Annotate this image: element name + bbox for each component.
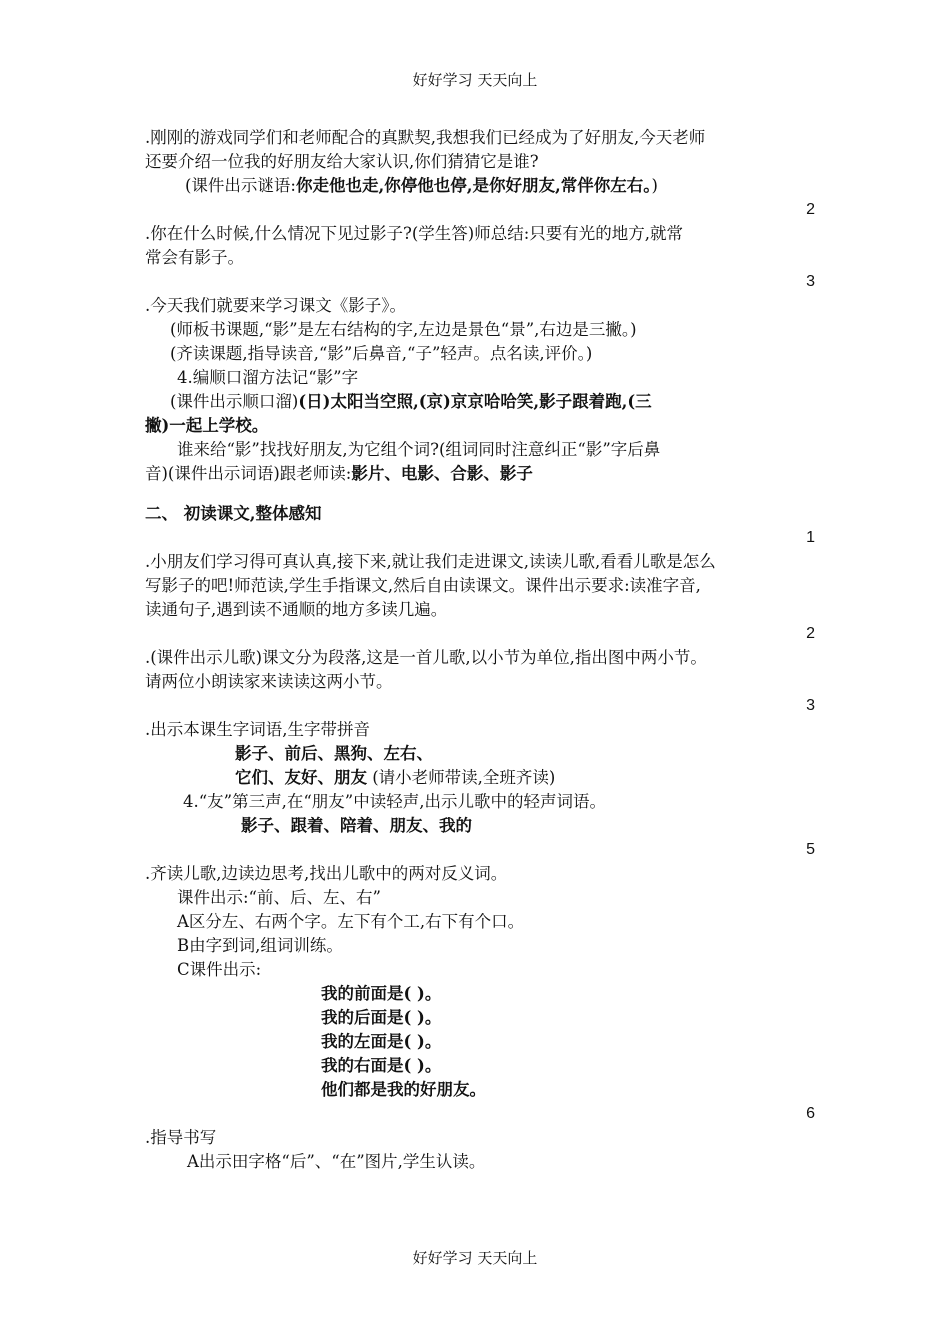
riddle-text: 你走他也走,你停他也停,是你好朋友,常伴你左右。: [296, 176, 652, 195]
list-number: 6: [806, 1105, 815, 1122]
page-header: 好好学习 天天向上: [412, 71, 538, 89]
rhyme-text: (日)太阳当空照,(京)京京哈哈笑,影子跟着跑,(三: [298, 392, 652, 411]
document-body: [145, 126, 815, 1174]
exercise-line: 我的左面是( )。: [321, 1032, 442, 1051]
list-number: 3: [806, 273, 815, 290]
paragraph: .指导书写: [145, 1128, 217, 1147]
paragraph: 请两位小朗读家来读读这两小节。: [145, 672, 393, 691]
exercise-line: 他们都是我的好朋友。: [321, 1080, 486, 1099]
list-number: 1: [806, 529, 815, 546]
paragraph: 课件出示:“前、后、左、右”: [177, 888, 381, 907]
paragraph: (齐读课题,指导读音,“影”后鼻音,“子”轻声。点名读,评价。): [170, 344, 593, 363]
paragraph: 写影子的吧!师范读,学生手指课文,然后自由读课文。课件出示要求:读准字音,: [145, 576, 701, 595]
paragraph: 常会有影子。: [145, 248, 244, 267]
paragraph: .今天我们就要来学习课文《影子》。: [145, 296, 406, 315]
vocab-note: (请小老师带读,全班齐读): [367, 768, 556, 787]
paragraph: 读通句子,遇到读不通顺的地方多读几遍。: [145, 600, 448, 619]
paragraph: .刚刚的游戏同学们和老师配合的真默契,我想我们已经成为了好朋友,今天老师: [145, 128, 706, 147]
list-number: 2: [806, 201, 815, 218]
paragraph: .你在什么时候,什么情况下见过影子?(学生答)师总结:只要有光的地方,就常: [145, 224, 684, 243]
paragraph: (师板书课题,“影”是左右结构的字,左边是景色“景”,右边是三撇。): [170, 320, 637, 339]
paragraph: 谁来给“影”找找好朋友,为它组个词?(组词同时注意纠正“影”字后鼻: [177, 440, 661, 459]
vocab-line: 影子、前后、黑狗、左右、: [235, 744, 433, 763]
section-heading: 二、 初读课文,整体感知: [145, 504, 322, 523]
paragraph: 4.“友”第三声,在“朋友”中读轻声,出示儿歌中的轻声词语。: [183, 792, 606, 811]
rhyme-prefix: (课件出示顺口溜): [170, 392, 299, 411]
riddle-prefix: (课件出示谜语:: [185, 176, 296, 195]
exercise-line: 我的后面是( )。: [321, 1008, 442, 1027]
list-number: 2: [806, 625, 815, 642]
riddle-suffix: ): [651, 176, 658, 195]
paragraph: 还要介绍一位我的好朋友给大家认识,你们猜猜它是谁?: [145, 152, 539, 171]
paragraph: .齐读儿歌,边读边思考,找出儿歌中的两对反义词。: [145, 864, 508, 883]
rhyme-line: [145, 390, 815, 414]
list-number: 3: [806, 697, 815, 714]
riddle-line: [145, 174, 815, 198]
vocab-words: 它们、友好、朋友: [235, 768, 367, 787]
spacer: [145, 486, 815, 502]
paragraph: C课件出示:: [177, 960, 262, 979]
word-line: [145, 462, 815, 486]
rhyme-text-cont: 撇)一起上学校。: [145, 416, 269, 435]
word-prefix: 音)(课件出示词语)跟老师读:: [145, 464, 352, 483]
vocab-line: [145, 766, 815, 790]
page-footer: 好好学习 天天向上: [412, 1249, 538, 1267]
exercise-line: 我的右面是( )。: [321, 1056, 442, 1075]
word-list: 影片、电影、合影、影子: [351, 464, 533, 483]
paragraph: .出示本课生字词语,生字带拼音: [145, 720, 370, 739]
paragraph: B由字到词,组词训练。: [177, 936, 343, 955]
paragraph: A区分左、右两个字。左下有个工,右下有个口。: [177, 912, 525, 931]
paragraph: .(课件出示儿歌)课文分为段落,这是一首儿歌,以小节为单位,指出图中两小节。: [145, 648, 707, 667]
paragraph: 4.编顺口溜方法记“影”字: [177, 368, 359, 387]
paragraph: A出示田字格“后”、“在”图片,学生认读。: [187, 1152, 486, 1171]
paragraph: .小朋友们学习得可真认真,接下来,就让我们走进课文,读读儿歌,看看儿歌是怎么: [145, 552, 716, 571]
list-number: 5: [806, 841, 815, 858]
vocab-line: 影子、跟着、陪着、朋友、我的: [241, 816, 472, 835]
exercise-line: 我的前面是( )。: [321, 984, 442, 1003]
